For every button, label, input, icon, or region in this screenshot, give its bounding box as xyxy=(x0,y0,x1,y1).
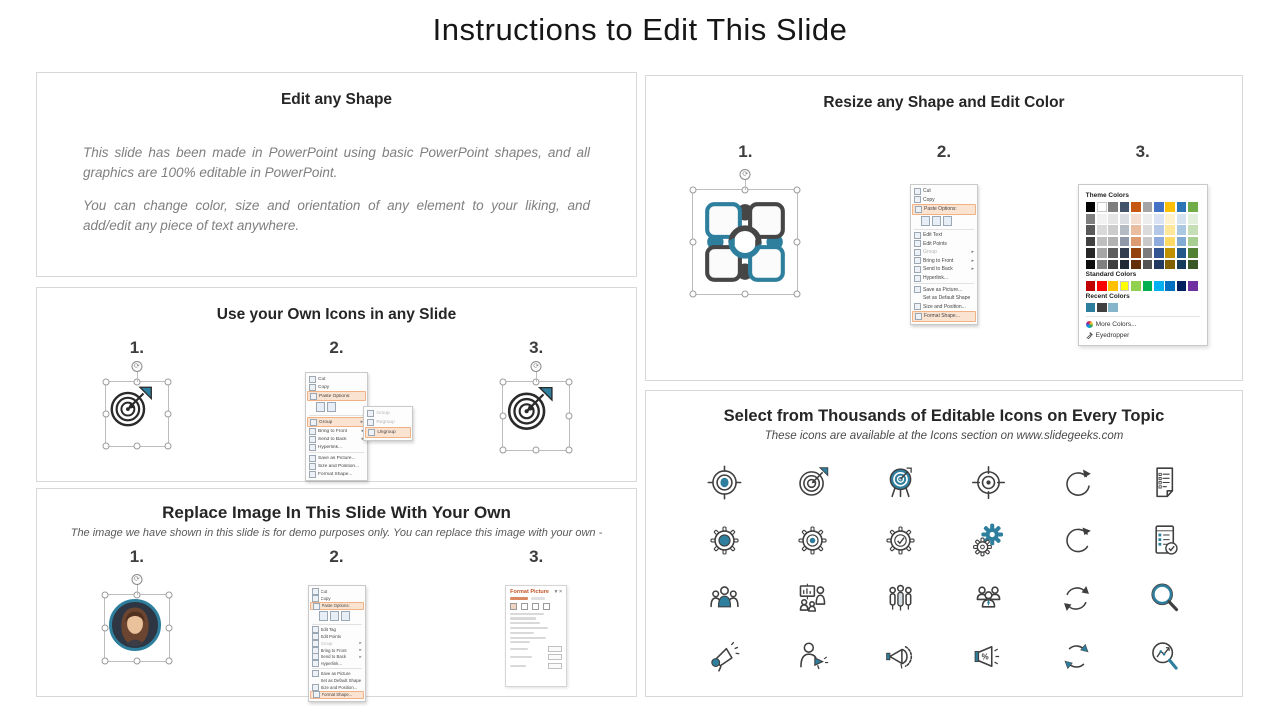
menu-item-bring-to-front[interactable]: Bring to Front ▸ xyxy=(310,647,364,654)
menu-item-save-as-picture[interactable]: Save as Picture... xyxy=(307,454,366,462)
people-group-icon[interactable] xyxy=(882,580,919,617)
step-number: 1. xyxy=(129,547,144,566)
menu-item-copy[interactable]: Copy xyxy=(912,196,976,205)
theme-tint-swatch[interactable] xyxy=(1086,260,1096,270)
submenu-item-group[interactable]: Group xyxy=(365,409,411,418)
selection-handle[interactable] xyxy=(102,443,109,450)
theme-tint-swatch[interactable] xyxy=(1131,260,1141,270)
target-stand-icon[interactable] xyxy=(882,464,919,501)
menu-item-edit-points[interactable]: Edit Points xyxy=(310,633,364,640)
recent-color-swatch[interactable] xyxy=(1086,303,1096,313)
theme-tint-swatch[interactable] xyxy=(1177,260,1187,270)
step-number: 2. xyxy=(329,338,344,357)
menu-item-edit-text[interactable]: Edit Text xyxy=(912,231,976,240)
theme-color-swatch[interactable] xyxy=(1188,202,1198,212)
theme-tint-swatch[interactable] xyxy=(1120,225,1130,235)
selection-handle[interactable] xyxy=(500,447,507,454)
theme-tint-swatch[interactable] xyxy=(1097,214,1107,224)
sync-arrows-icon[interactable] xyxy=(1058,580,1095,617)
menu-item-size-and-position[interactable]: Size and Position... xyxy=(310,684,364,691)
theme-colors-label: Theme Colors xyxy=(1085,192,1130,199)
selection-handle[interactable] xyxy=(165,592,172,599)
theme-tint-swatch[interactable] xyxy=(1108,237,1118,247)
theme-tint-swatch[interactable] xyxy=(1086,237,1096,247)
theme-tint-swatch[interactable] xyxy=(1165,214,1175,224)
rotate-handle-icon[interactable]: ⟳ xyxy=(740,169,751,180)
theme-tint-swatch[interactable] xyxy=(1177,225,1187,235)
panel-subtitle: The image we have shown in this slide is for demo purposes only. You can replace this image with your own - xyxy=(70,527,603,539)
woman-portrait-selected[interactable] xyxy=(105,576,169,661)
megaphone-left-icon[interactable] xyxy=(882,638,919,675)
task-list-check-icon[interactable] xyxy=(1146,522,1183,559)
panel-title: Edit any Shape xyxy=(280,91,393,108)
search-analytics-icon[interactable] xyxy=(1146,638,1183,675)
menu-item-format-shape[interactable]: Format Shape... xyxy=(310,691,364,700)
step-number: 2. xyxy=(329,547,344,566)
step-number: 3. xyxy=(529,547,544,566)
menu-item-edit-tag[interactable]: Edit Tag xyxy=(310,626,364,633)
gear-filled-icon[interactable] xyxy=(706,522,743,559)
target-crosshair-icon[interactable] xyxy=(706,464,743,501)
recent-color-swatch[interactable] xyxy=(1108,303,1118,313)
menu-item-size-and-position[interactable]: Size and Position... xyxy=(912,303,976,312)
edit-shape-paragraph-1: This slide has been made in PowerPoint using basic PowerPoint shapes, and all graphics are 100% editable in PowerPoint. xyxy=(83,145,590,180)
panel-icon-library xyxy=(645,390,1243,697)
selection-handle[interactable] xyxy=(164,379,171,386)
submenu-item-regroup[interactable]: Regroup xyxy=(365,418,411,427)
selection-handle[interactable] xyxy=(164,443,171,450)
theme-tint-swatch[interactable] xyxy=(1154,214,1164,224)
theme-tint-swatch[interactable] xyxy=(1131,237,1141,247)
selection-handle[interactable] xyxy=(742,291,749,298)
theme-tint-swatch[interactable] xyxy=(1188,214,1198,224)
more-colors-item[interactable]: More Colors... xyxy=(1086,319,1200,330)
paste-options-icons[interactable] xyxy=(310,610,364,623)
theme-tint-swatch[interactable] xyxy=(1154,225,1164,235)
menu-item-cut[interactable]: Cut xyxy=(912,187,976,196)
selection-handle[interactable] xyxy=(101,592,108,599)
theme-tint-swatch[interactable] xyxy=(1131,248,1141,258)
context-menu-shape xyxy=(910,184,978,325)
menu-item-group[interactable]: Group ▸ xyxy=(310,640,364,647)
panel-edit-any-shape xyxy=(36,72,637,277)
theme-tint-swatch[interactable] xyxy=(1188,260,1198,270)
standard-colors-label: Standard Colors xyxy=(1085,271,1137,279)
theme-color-swatch[interactable] xyxy=(1165,202,1175,212)
magnifier-icon[interactable] xyxy=(1146,580,1183,617)
menu-item-save-as-picture[interactable]: Save as Picture xyxy=(310,670,364,677)
standard-color-swatch[interactable] xyxy=(1086,281,1096,291)
menu-item-edit-points[interactable]: Edit Points xyxy=(912,239,976,248)
menu-item-set-as-default-shape[interactable]: Set as Default Shape xyxy=(320,677,362,683)
theme-tint-swatch[interactable] xyxy=(1097,225,1107,235)
target-dart-ungrouped-icon[interactable] xyxy=(503,363,569,450)
menu-item-paste-options[interactable]: Paste Options: xyxy=(307,391,366,401)
theme-tint-swatch[interactable] xyxy=(1188,225,1198,235)
selection-handle[interactable] xyxy=(500,379,507,386)
standard-color-swatch[interactable] xyxy=(1165,281,1175,291)
selection-handle[interactable] xyxy=(133,443,140,450)
theme-tint-swatch[interactable] xyxy=(1188,248,1198,258)
standard-color-swatch[interactable] xyxy=(1108,281,1118,291)
theme-tint-swatch[interactable] xyxy=(1097,260,1107,270)
menu-item-hyperlink[interactable]: Hyperlink... xyxy=(307,443,366,451)
rotate-handle-icon[interactable]: ⟳ xyxy=(131,574,142,585)
selection-handle[interactable] xyxy=(101,625,108,632)
menu-item-group[interactable]: Group ▸ xyxy=(307,417,366,427)
theme-tint-swatch[interactable] xyxy=(1120,214,1130,224)
theme-tint-swatch[interactable] xyxy=(1177,237,1187,247)
paste-options-icons[interactable] xyxy=(307,401,366,414)
selection-handle[interactable] xyxy=(566,447,573,454)
menu-item-hyperlink[interactable]: Hyperlink... xyxy=(912,274,976,283)
selection-handle[interactable] xyxy=(165,625,172,632)
menu-item-format-shape[interactable]: Format Shape... xyxy=(307,470,366,478)
theme-tint-swatch[interactable] xyxy=(1143,225,1153,235)
theme-tint-swatch[interactable] xyxy=(1120,248,1130,258)
theme-tint-swatch[interactable] xyxy=(1131,225,1141,235)
selection-handle[interactable] xyxy=(794,291,801,298)
theme-color-swatch[interactable] xyxy=(1097,202,1107,212)
selection-handle[interactable] xyxy=(566,379,573,386)
panel-resize-edit-color xyxy=(645,75,1243,381)
megaphone-offer-icon[interactable] xyxy=(970,638,1007,675)
format-picture-pane: Format Picture ▾ × xyxy=(505,585,567,687)
standard-color-swatch[interactable] xyxy=(1188,281,1198,291)
menu-item-paste-options[interactable]: Paste Options: xyxy=(912,204,976,215)
menu-item-send-to-back[interactable]: Send to Back ▸ xyxy=(310,654,364,661)
theme-tint-swatch[interactable] xyxy=(1154,237,1164,247)
selection-handle[interactable] xyxy=(566,413,573,420)
panel-subtitle: These icons are available at the Icons section on www.slidegeeks.com xyxy=(764,430,1124,442)
theme-tint-swatch[interactable] xyxy=(1131,214,1141,224)
megaphone-announce-icon[interactable] xyxy=(706,638,743,675)
recent-color-swatch[interactable] xyxy=(1097,303,1107,313)
menu-item-copy[interactable]: Copy xyxy=(310,595,364,602)
standard-color-swatch[interactable] xyxy=(1097,281,1107,291)
menu-item-send-to-back[interactable]: Send to Back ▸ xyxy=(912,265,976,274)
selection-handle[interactable] xyxy=(165,658,172,665)
svg-text:%: % xyxy=(981,652,989,662)
theme-color-swatch[interactable] xyxy=(1086,202,1096,212)
theme-tint-swatch[interactable] xyxy=(1108,260,1118,270)
selection-handle[interactable] xyxy=(102,379,109,386)
color-picker-dropdown xyxy=(1078,184,1208,346)
theme-tint-swatch[interactable] xyxy=(1108,214,1118,224)
selection-handle[interactable] xyxy=(690,291,697,298)
theme-tint-swatch[interactable] xyxy=(1086,214,1096,224)
color-wheel-icon xyxy=(1086,321,1093,328)
menu-item-hyperlink[interactable]: Hyperlink... xyxy=(310,660,364,667)
step-number: 1. xyxy=(129,338,144,357)
theme-tint-swatch[interactable] xyxy=(1165,248,1175,258)
theme-tint-swatch[interactable] xyxy=(1177,248,1187,258)
panel-title: Replace Image In This Slide With Your Own xyxy=(162,503,511,522)
panel-replace-image xyxy=(36,488,637,697)
selection-handle[interactable] xyxy=(133,658,140,665)
rotate-handle-icon[interactable]: ⟳ xyxy=(531,361,542,372)
theme-tint-swatch[interactable] xyxy=(1086,248,1096,258)
gear-center-icon[interactable] xyxy=(794,522,831,559)
menu-item-group[interactable]: Group ▸ xyxy=(912,248,976,257)
panel-title: Resize any Shape and Edit Color xyxy=(823,94,1065,111)
menu-item-cut[interactable]: Cut xyxy=(307,375,366,383)
standard-color-swatch[interactable] xyxy=(1154,281,1164,291)
theme-tint-swatch[interactable] xyxy=(1165,260,1175,270)
selection-handle[interactable] xyxy=(500,413,507,420)
panel-title: Select from Thousands of Editable Icons on Every Topic xyxy=(723,407,1165,425)
editable-icons-grid xyxy=(646,442,1242,675)
theme-color-swatch[interactable] xyxy=(1154,202,1164,212)
recent-colors-label: Recent Colors xyxy=(1085,292,1130,300)
theme-tint-swatch[interactable] xyxy=(1154,248,1164,258)
theme-color-swatch[interactable] xyxy=(1131,202,1141,212)
theme-color-swatch[interactable] xyxy=(1108,202,1118,212)
team-leader-icon[interactable] xyxy=(706,580,743,617)
theme-tint-swatch[interactable] xyxy=(1120,260,1130,270)
cycle-arrows-icon[interactable] xyxy=(1058,638,1095,675)
theme-tint-swatch[interactable] xyxy=(1154,260,1164,270)
context-menu-picture xyxy=(308,585,366,702)
step-number: 3. xyxy=(1135,142,1150,161)
step-number: 1. xyxy=(738,142,753,161)
theme-tint-swatch[interactable] xyxy=(1165,237,1175,247)
theme-tint-swatch[interactable] xyxy=(1143,260,1153,270)
presentation-audience-icon[interactable] xyxy=(794,580,831,617)
discussion-team-icon[interactable] xyxy=(970,580,1007,617)
theme-color-swatch[interactable] xyxy=(1120,202,1130,212)
theme-tint-swatch[interactable] xyxy=(1177,214,1187,224)
selection-handle[interactable] xyxy=(102,411,109,418)
panel-title: Use your Own Icons in any Slide xyxy=(216,306,457,323)
theme-tint-swatch[interactable] xyxy=(1108,248,1118,258)
menu-item-bring-to-front[interactable]: Bring to Front xyxy=(307,427,366,435)
menu-item-copy[interactable]: Copy xyxy=(307,383,366,391)
submenu-item-ungroup[interactable]: Ungroup xyxy=(365,427,411,438)
eyedropper-item[interactable]: Eyedropper xyxy=(1086,330,1200,341)
theme-tint-swatch[interactable] xyxy=(1143,214,1153,224)
dartboard-dart-icon[interactable] xyxy=(794,464,831,501)
standard-color-swatch[interactable] xyxy=(1177,281,1187,291)
group-submenu xyxy=(363,406,413,441)
theme-tint-swatch[interactable] xyxy=(1120,237,1130,247)
menu-item-size-and-position[interactable]: Size and Position... xyxy=(307,462,366,470)
double-gear-icon[interactable] xyxy=(970,522,1007,559)
selection-handle[interactable] xyxy=(794,187,801,194)
theme-tint-swatch[interactable] xyxy=(1097,237,1107,247)
selection-handle[interactable] xyxy=(794,239,801,246)
person-megaphone-icon[interactable] xyxy=(794,638,831,675)
menu-item-send-to-back[interactable]: Send to Back xyxy=(307,435,366,443)
selection-handle[interactable] xyxy=(533,447,540,454)
menu-item-set-as-default-shape[interactable]: Set as Default Shape xyxy=(923,295,971,302)
standard-color-swatch[interactable] xyxy=(1143,281,1153,291)
eyedropper-icon xyxy=(1086,332,1093,339)
theme-tint-swatch[interactable] xyxy=(1143,237,1153,247)
selection-handle[interactable] xyxy=(101,658,108,665)
selection-handle[interactable] xyxy=(690,239,697,246)
theme-color-swatch[interactable] xyxy=(1177,202,1187,212)
quadrant-shape-selected[interactable] xyxy=(693,171,797,294)
step-number: 2. xyxy=(936,142,952,161)
format-picture-title: Format Picture xyxy=(510,589,549,595)
menu-item-bring-to-front[interactable]: Bring to Front ▸ xyxy=(912,257,976,266)
theme-tint-swatch[interactable] xyxy=(1165,225,1175,235)
paste-options-icons[interactable] xyxy=(912,215,976,228)
gear-check-icon[interactable] xyxy=(882,522,919,559)
rotate-handle-icon[interactable]: ⟳ xyxy=(131,361,142,372)
menu-item-cut[interactable]: Cut xyxy=(310,588,364,595)
menu-item-format-shape[interactable]: Format Shape... xyxy=(912,311,976,322)
selection-handle[interactable] xyxy=(164,411,171,418)
panel-use-own-icons xyxy=(36,287,637,482)
crosshair-dot-icon[interactable] xyxy=(970,464,1007,501)
context-menu-group xyxy=(305,372,396,481)
slide-title: Instructions to Edit This Slide xyxy=(432,12,848,47)
checklist-document-icon[interactable] xyxy=(1146,464,1183,501)
theme-tint-swatch[interactable] xyxy=(1188,237,1198,247)
theme-color-swatch[interactable] xyxy=(1143,202,1153,212)
theme-tint-swatch[interactable] xyxy=(1097,248,1107,258)
edit-shape-paragraph-2: You can change color, size and orientation of any element to your liking, and add/edit any piece of text anywhere. xyxy=(83,198,590,233)
selection-handle[interactable] xyxy=(690,187,697,194)
target-dart-selected-icon[interactable] xyxy=(106,363,168,446)
rotate-arrow-icon[interactable] xyxy=(1058,464,1095,501)
standard-color-swatch[interactable] xyxy=(1131,281,1141,291)
circular-arrow-icon[interactable] xyxy=(1058,522,1095,559)
step-number: 3. xyxy=(529,338,544,357)
theme-tint-swatch[interactable] xyxy=(1108,225,1118,235)
theme-tint-swatch[interactable] xyxy=(1086,225,1096,235)
standard-color-swatch[interactable] xyxy=(1120,281,1130,291)
menu-item-paste-options[interactable]: Paste Options: xyxy=(310,602,364,611)
theme-tint-swatch[interactable] xyxy=(1143,248,1153,258)
menu-item-save-as-picture[interactable]: Save as Picture... xyxy=(912,285,976,294)
